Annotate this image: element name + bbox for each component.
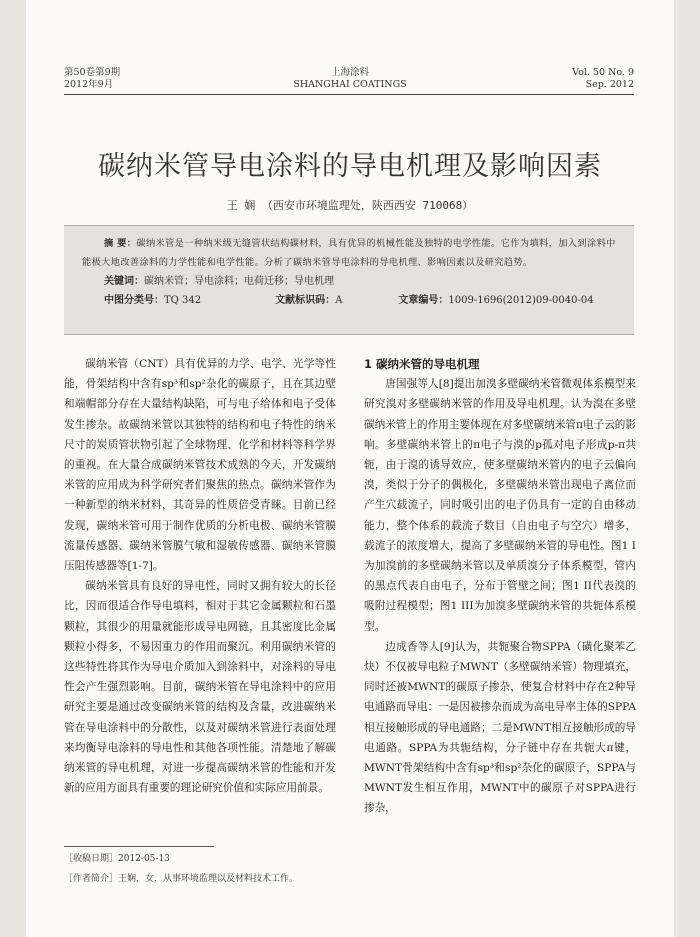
intro-paragraph-2: 碳纳米管具有良好的导电性，同时又拥有较大的长径比，因而很适合作导电填料，相对于其它金属颗粒和石墨颗粒，其很少的用量就能形成导电网链，且其密度比金属颗粒小得多，不易因重力的作用而聚沉。利用碳纳米管的这些特性将其作为导电介质加入到涂料中，对涂料的导电性会产生强烈影响。目前，碳纳米管在导电涂料中的应用研究主要是通过改变碳纳米管的结构及含量，改进碳纳米管在导电涂料中的分散性，以及对碳纳米管进行表面处理来均衡导电涂料的导电性和其他各项性能。清楚地了解碳纳米管的导电机理，对进一步提高碳纳米管的性能和开发新的应用方面具有重要的理论研究价值和实际应用前景。 xyxy=(64,580,336,795)
abstract-paragraph xyxy=(82,234,618,272)
mechanism-paragraph-1: 唐国强等人[8]提出加溴多壁碳纳米管微观体系模型来研究溴对多壁碳纳米管的作用及导电机理。认为溴在多壁碳纳米管上的作用主要体现在对多壁碳纳米管π电子云的影响。多壁碳纳米管上的π电子与溴的p孤对电子形成p-π共轭，由于溴的诱导效应，使多壁碳纳米管内的电子云偏向溴，类似于分子的偶极化，多壁碳纳米管出现电子离位而产生穴载流子，同时吸引出的电子仍具有一定的自由移动能力，整个体系的载流子数目（自由电子与空穴）增多，载流子的浓度增大，提高了多壁碳纳米管的导电性。图1 I为加溴前的多壁碳纳米管以及单质溴分子体系模型，管内的黑点代表自由电子，分布于管壁之间；图1 II代表溴的吸附过程模型；图1 III为加溴多壁碳纳米管的共轭体系模型。 xyxy=(364,378,636,633)
header-journal-en: SHANGHAI COATINGS xyxy=(293,79,407,90)
footnote-received: ［收稿日期］2012-05-13 xyxy=(64,854,170,864)
header-volume-en: Vol. 50 No. 9 xyxy=(572,67,634,78)
doc-code-value: A xyxy=(335,295,343,306)
classification-line xyxy=(104,291,618,310)
intro-paragraph-1: 碳纳米管（CNT）具有优异的力学、电学、光学等性能，骨架结构中含有sp³和sp²杂化的碳原子，且在其边壁和端帽部分存在大量结构缺陷，可与电子给体和电子受体发生掺杂。故碳纳米管以其独特的结构和电子特性的纳米尺寸的炭质管状物引起了全球物理、化学和材料等科学界的重视。在大量合成碳纳米管技术成熟的今天，开发碳纳米管的应用成为科学研究者们聚焦的热点。碳纳米管作为一种新型的纳米材料，其奇异的性质倍受青睐。目前已经发现，碳纳米管可用于制作优质的分析电极、碳纳米管膜流量传感器、碳纳米管膜气敏和湿敏传感器、碳纳米管膜压阻传感器等[1-7]。 xyxy=(64,358,336,573)
header-right xyxy=(572,67,634,91)
author-affiliation: 王 娴 （西安市环境监理处，陕西西安 710068） xyxy=(226,199,474,212)
article-no-value: 1009-1696(2012)09-0040-04 xyxy=(448,295,594,306)
right-column xyxy=(364,354,636,819)
doc-code-label: 文献标识码： xyxy=(275,295,336,306)
paper-title: 碳纳米管导电涂料的导电机理及影响因素 xyxy=(98,151,602,182)
keywords-line xyxy=(104,272,618,291)
mechanism-paragraph-2: 边成香等人[9]认为，共轭聚合物SPPA（磺化聚苯乙炔）不仅被导电粒子MWNT（多壁碳纳米管）物理填充，同时还被MWNT的碳原子掺杂，使复合材料中存在2种导电通路而导电：一是因被掺杂而成为高电导率主体的SPPA相互接触形成的导电通路；二是MWNT相互接触形成的导电通路。SPPA为共轭结构，分子链中存在共轭大π键，MWNT骨架结构中含有sp³和sp²杂化的碳原子，SPPA与MWNT发生相互作用，MWNT中的碳原子对SPPA进行掺杂， xyxy=(364,640,636,815)
journal-page xyxy=(26,0,674,937)
left-column xyxy=(64,354,336,798)
section-heading: 1 碳纳米管的导电机理 xyxy=(364,357,480,371)
header-journal-cn: 上海涂料 xyxy=(330,67,369,78)
footnote-rule xyxy=(64,846,214,847)
abstract-text: 碳纳米管是一种纳米级无缝管状结构碳材料，具有优异的机械性能及独特的电学性能。它作为填料，加入到涂料中能极大地改善涂料的力学性能和电学性能。分析了碳纳米管导电涂料的导电机理、影响因素以及研究趋势。 xyxy=(82,238,616,268)
header-rule xyxy=(64,94,634,95)
header-date-en: Sep. 2012 xyxy=(585,79,634,90)
abstract-box xyxy=(64,225,634,335)
footnote-author-bio: ［作者简介］王娴，女，从事环境监理以及材料技术工作。 xyxy=(64,874,299,884)
keywords-label: 关键词： xyxy=(104,276,144,287)
keywords-text: 碳纳米管；导电涂料；电荷迁移；导电机理 xyxy=(144,276,334,287)
clc-value: TQ 342 xyxy=(164,295,202,306)
header-date-cn: 2012年9月 xyxy=(64,79,114,90)
abstract-label: 摘 要： xyxy=(104,238,137,249)
clc-label: 中图分类号： xyxy=(104,295,164,306)
header-volume-cn: 第50卷第9期 xyxy=(64,67,121,78)
article-no-label: 文章编号： xyxy=(398,295,449,306)
